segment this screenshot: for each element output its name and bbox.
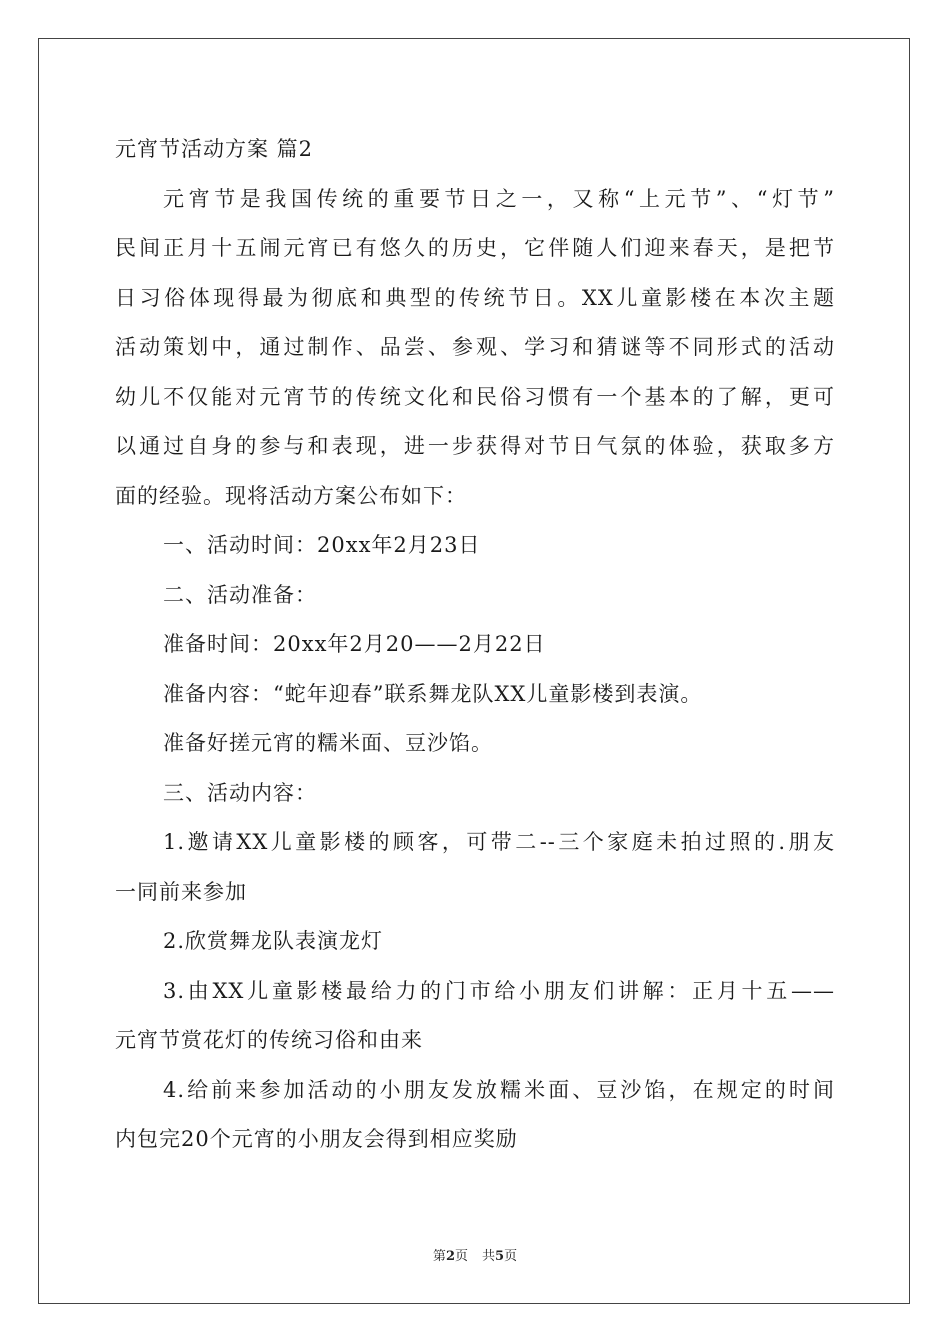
intro-line-1: 元宵节是我国传统的重要节日之一，又称“上元节”、“灯节” [163, 186, 835, 211]
content-item-1-line-1: 1.邀请XX儿童影楼的顾客，可带二--三个家庭未拍过照的.朋友 [163, 830, 835, 854]
current-page-number: 2 [445, 1249, 455, 1264]
intro-line-5: 幼儿不仅能对元宵节的传统文化和民俗习惯有一个基本的了解，更可 [115, 384, 835, 409]
document-body [115, 125, 835, 1165]
content-item-1-line-2: 一同前来参加 [115, 879, 247, 904]
section-activity-time: 一、活动时间：20xx年2月23日 [163, 533, 481, 557]
page-suffix: 页 [454, 1249, 468, 1264]
preparation-items: 准备好搓元宵的糯米面、豆沙馅。 [163, 731, 493, 755]
content-item-2: 2.欣赏舞龙队表演龙灯 [163, 929, 384, 953]
content-item-4-line-1: 4.给前来参加活动的小朋友发放糯米面、豆沙馅，在规定的时间 [163, 1077, 835, 1102]
document-title: 元宵节活动方案 篇2 [115, 137, 314, 161]
content-item-3-line-2: 元宵节赏花灯的传统习俗和由来 [115, 1028, 423, 1052]
page-prefix: 第 [432, 1249, 446, 1264]
preparation-time: 准备时间：20xx年2月20——2月22日 [163, 632, 546, 656]
intro-line-4: 活动策划中，通过制作、品尝、参观、学习和猜谜等不同形式的活动 [115, 335, 835, 359]
intro-line-2: 民间正月十五闹元宵已有悠久的历史，它伴随人们迎来春天，是把节 [115, 236, 835, 260]
total-suffix: 页 [504, 1249, 518, 1264]
total-prefix: 共 [482, 1249, 496, 1264]
section-activity-content-heading: 三、活动内容： [163, 780, 317, 805]
total-page-number: 5 [495, 1249, 505, 1264]
content-item-3-line-1: 3.由XX儿童影楼最给力的门市给小朋友们讲解：正月十五—— [163, 978, 835, 1003]
preparation-content: 准备内容：“蛇年迎春”联系舞龙队XX儿童影楼到表演。 [163, 681, 703, 706]
section-preparation-heading: 二、活动准备： [163, 582, 317, 607]
page-footer [0, 1245, 950, 1264]
intro-line-3: 日习俗体现得最为彻底和典型的传统节日。XX儿童影楼在本次主题 [115, 285, 835, 310]
intro-line-6: 以通过自身的参与和表现，进一步获得对节日气氛的体验，获取多方 [115, 434, 835, 458]
intro-line-7: 面的经验。现将活动方案公布如下： [115, 483, 467, 508]
content-item-4-line-2: 内包完20个元宵的小朋友会得到相应奖励 [115, 1127, 518, 1151]
